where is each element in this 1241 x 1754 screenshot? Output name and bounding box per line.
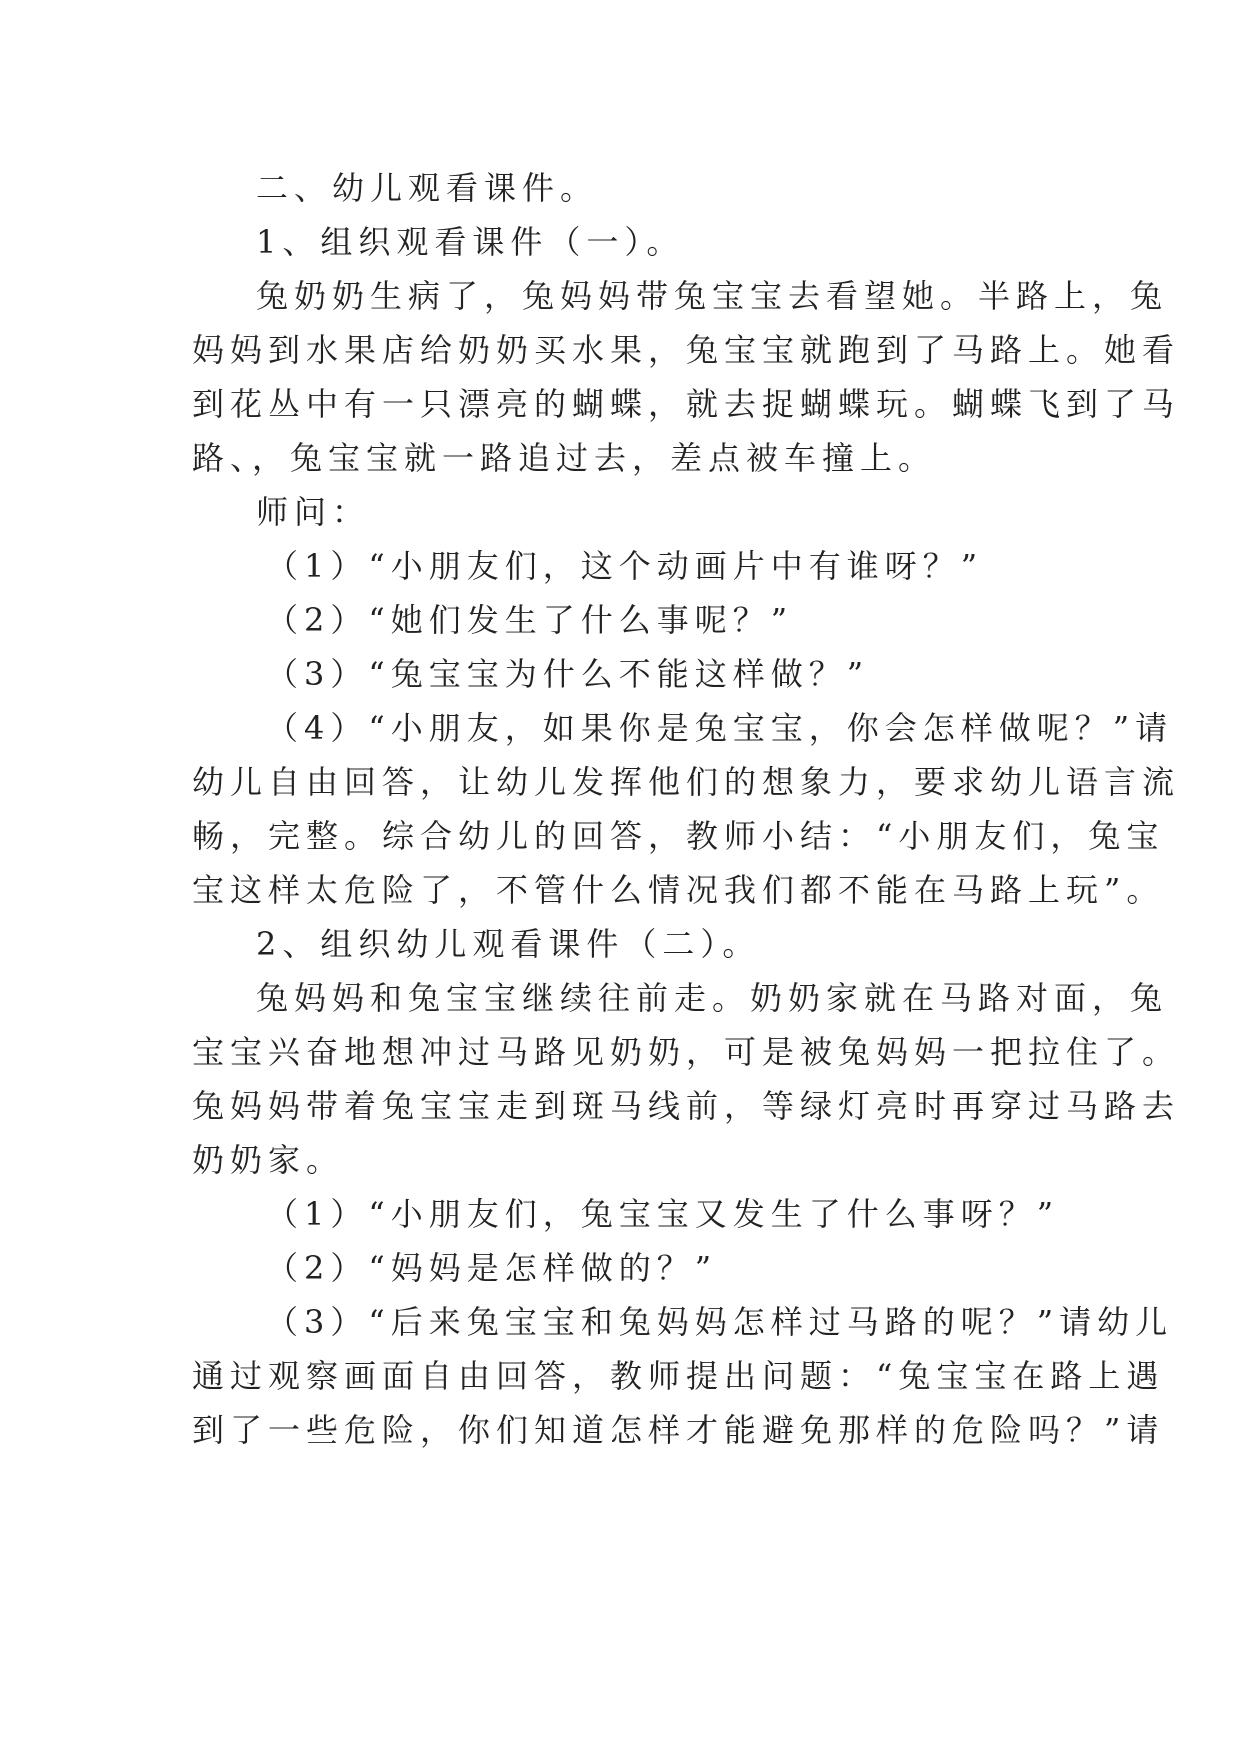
question-2-3-cont-1: 通过观察画面自由回答，教师提出问题：“兔宝宝在路上遇: [192, 1357, 1165, 1395]
question-1-1: （1）“小朋友们，这个动画片中有谁呀？”: [266, 547, 984, 585]
story-1-line-1: 兔奶奶生病了，兔妈妈带兔宝宝去看望她。半路上，兔: [256, 277, 1169, 315]
teacher-asks-label: 师问：: [256, 493, 371, 531]
question-1-4: （4）“小朋友，如果你是兔宝宝，你会怎样做呢？”请: [266, 709, 1174, 747]
story-2-line-4: 奶奶家。: [192, 1141, 345, 1179]
subsection-heading-1: 1、组织观看课件（一）。: [256, 223, 685, 261]
story-1-line-2: 妈妈到水果店给奶奶买水果，兔宝宝就跑到了马路上。她看: [192, 331, 1181, 369]
question-1-3: （3）“兔宝宝为什么不能这样做？”: [266, 655, 870, 693]
question-1-4-cont-3: 宝这样太危险了，不管什么情况我们都不能在马路上玩”。: [192, 871, 1165, 909]
section-heading: 二、幼儿观看课件。: [256, 169, 599, 207]
story-2-line-3: 兔妈妈带着兔宝宝走到斑马线前，等绿灯亮时再穿过马路去: [192, 1087, 1181, 1125]
question-1-4-cont-1: 幼儿自由回答，让幼儿发挥他们的想象力，要求幼儿语言流: [192, 763, 1181, 801]
question-2-1: （1）“小朋友们，兔宝宝又发生了什么事呀？”: [266, 1195, 1060, 1233]
story-2-line-2: 宝宝兴奋地想冲过马路见奶奶，可是被兔妈妈一把拉住了。: [192, 1033, 1181, 1071]
question-2-3-cont-2: 到了一些危险，你们知道怎样才能避免那样的危险吗？”请: [192, 1411, 1165, 1449]
question-1-2: （2）“她们发生了什么事呢？”: [266, 601, 794, 639]
story-2-line-1: 兔妈妈和兔宝宝继续往前走。奶奶家就在马路对面，兔: [256, 979, 1169, 1017]
story-1-line-3: 到花丛中有一只漂亮的蝴蝶，就去捉蝴蝶玩。蝴蝶飞到了马: [192, 385, 1181, 423]
question-1-4-cont-2: 畅，完整。综合幼儿的回答，教师小结：“小朋友们，兔宝: [192, 817, 1165, 855]
question-2-3: （3）“后来兔宝宝和兔妈妈怎样过马路的呢？”请幼儿: [266, 1303, 1174, 1341]
story-1-line-4: 路、，兔宝宝就一路追过去，差点被车撞上。: [192, 439, 937, 477]
question-2-2: （2）“妈妈是怎样做的？”: [266, 1249, 718, 1287]
subsection-heading-2: 2、组织幼儿观看课件（二）。: [256, 925, 761, 963]
